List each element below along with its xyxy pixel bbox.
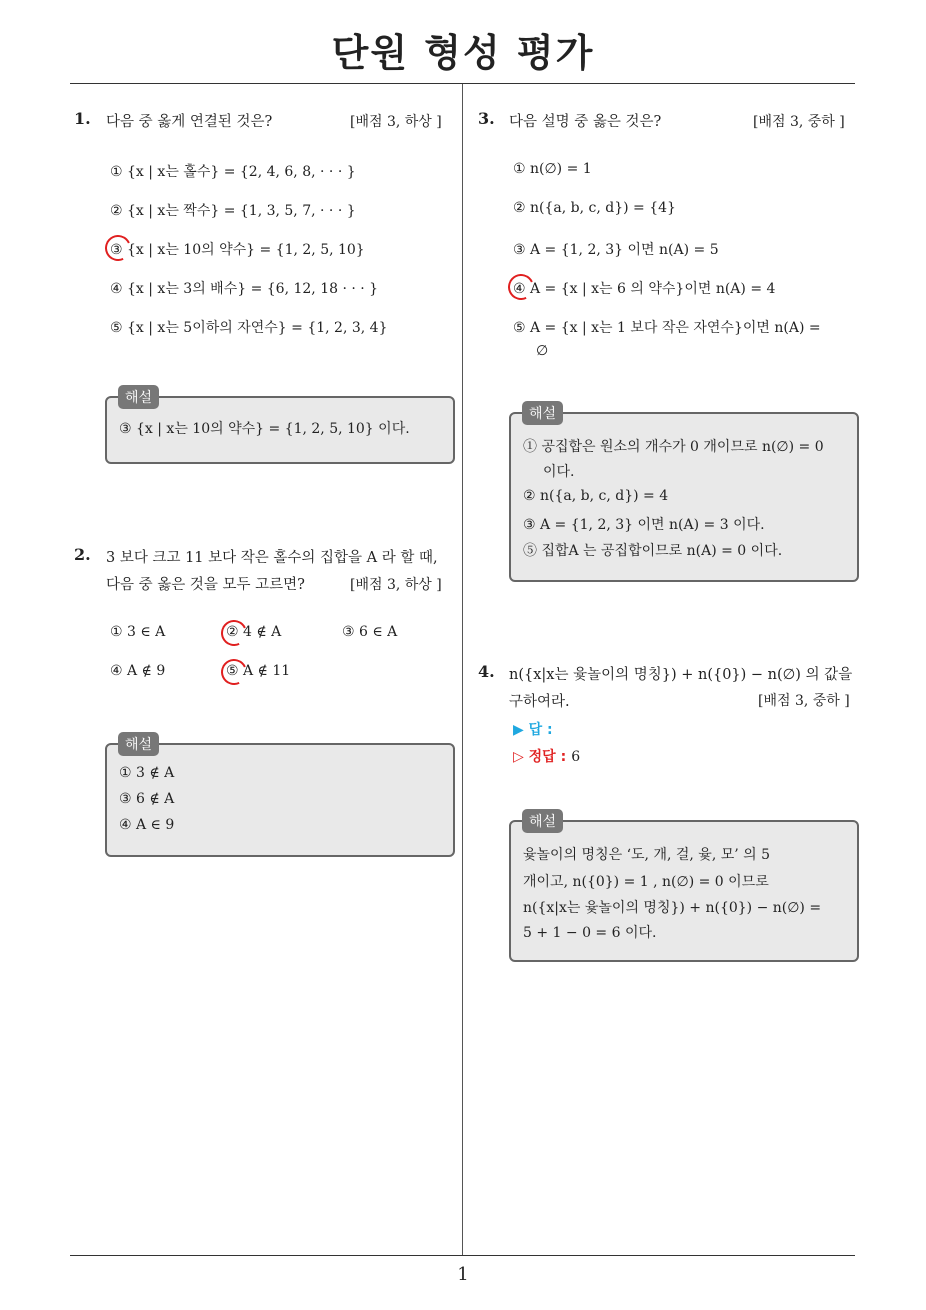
answer-circle-mark <box>504 270 537 303</box>
question-text-line-1: 3 보다 크고 11 보다 작은 홀수의 집합을 A 라 할 때, <box>106 550 438 566</box>
answer-circle-mark <box>217 655 250 688</box>
solution-line: 5 + 1 − 0 = 6 이다. <box>523 925 657 941</box>
correct-answer <box>513 746 580 766</box>
correct-answer-value: 6 <box>571 749 581 765</box>
question-text: 다음 설명 중 옳은 것은? <box>509 114 662 130</box>
answer-label: ▶ 답 : <box>513 722 553 738</box>
question-number: 4. <box>478 662 495 681</box>
solution-box <box>509 412 859 582</box>
question-number: 3. <box>478 109 495 128</box>
choice-3: ③ A = {1, 2, 3} 이면 n(A) = 5 <box>513 242 719 258</box>
solution-label: 해설 <box>118 385 159 409</box>
solution-label: 해설 <box>522 401 563 425</box>
choice-4: ④ {x | x는 3의 배수} = {6, 12, 18 · · · } <box>110 281 379 297</box>
solution-box <box>105 743 455 857</box>
question-number: 1. <box>74 109 91 128</box>
question-text: 다음 중 옳게 연결된 것은? <box>106 114 273 130</box>
question-text-line-1: n({x|x는 윷놀이의 명칭}) + n({0}) − n(∅) 의 값을 <box>509 667 853 683</box>
question-text-line-2: 다음 중 옳은 것을 모두 고르면? <box>106 577 305 593</box>
question-meta: [배점 3, 하상 ] <box>350 577 442 593</box>
solution-line: ② n({a, b, c, d}) = 4 <box>523 488 669 504</box>
choice-1: ① n(∅) = 1 <box>513 161 592 177</box>
solution-line: 개이고, n({0}) = 1 , n(∅) = 0 이므로 <box>523 874 769 890</box>
solution-line: 윷놀이의 명칭은 ‘도, 개, 걸, 윷, 모’ 의 5 <box>523 847 771 863</box>
answer-circle-mark <box>217 616 250 649</box>
question-text-line-2: 구하여라. <box>509 694 570 710</box>
solution-line: ④ A ∈ 9 <box>119 817 175 833</box>
choice-4: ④ A = {x | x는 6 의 약수}이면 n(A) = 4 <box>513 281 776 297</box>
choice-1: ① {x | x는 홀수} = {2, 4, 6, 8, · · · } <box>110 164 356 180</box>
question-meta: [배점 3, 하상 ] <box>350 114 442 130</box>
solution-line: ③ A = {1, 2, 3} 이면 n(A) = 3 이다. <box>523 517 765 533</box>
solution-line: n({x|x는 윷놀이의 명칭}) + n({0}) − n(∅) = <box>523 900 822 916</box>
choice-5: ⑤ A ∉ 11 <box>226 663 291 679</box>
solution-label: 해설 <box>118 732 159 756</box>
column-divider <box>462 84 463 1256</box>
solution-line: ① 공집합은 원소의 개수가 0 개이므로 n(∅) = 0 <box>523 439 824 455</box>
solution-label: 해설 <box>522 809 563 833</box>
page-number: 1 <box>457 1264 469 1285</box>
bottom-rule <box>70 1255 855 1256</box>
choice-1: ① 3 ∈ A <box>110 624 166 640</box>
solution-line: ① 3 ∉ A <box>119 765 175 781</box>
choice-2: ② 4 ∉ A <box>226 624 282 640</box>
correct-answer-label: ▷ 정답 : <box>513 749 567 765</box>
solution-line: ③ {x | x는 10의 약수} = {1, 2, 5, 10} 이다. <box>119 421 410 437</box>
choice-5: ⑤ A = {x | x는 1 보다 작은 자연수}이면 n(A) = <box>513 320 821 336</box>
answer-circle-mark <box>101 231 134 264</box>
solution-line: ③ 6 ∉ A <box>119 791 175 807</box>
choice-3: ③ 6 ∈ A <box>342 624 398 640</box>
question-number: 2. <box>74 545 91 564</box>
choice-4: ④ A ∉ 9 <box>110 663 166 679</box>
choice-3: ③ {x | x는 10의 약수} = {1, 2, 5, 10} <box>110 242 365 258</box>
choice-5-continued: ∅ <box>536 343 549 359</box>
question-meta: [배점 3, 중하 ] <box>753 114 845 130</box>
page-title: 단원 형성 평가 <box>331 31 595 75</box>
choice-5: ⑤ {x | x는 5이하의 자연수} = {1, 2, 3, 4} <box>110 320 388 336</box>
solution-box <box>509 820 859 962</box>
choice-2: ② n({a, b, c, d}) = {4} <box>513 200 676 216</box>
solution-line: 이다. <box>543 464 575 480</box>
choice-2: ② {x | x는 짝수} = {1, 3, 5, 7, · · · } <box>110 203 356 219</box>
question-meta: [배점 3, 중하 ] <box>758 693 850 709</box>
solution-line: ⑤ 집합A 는 공집합이므로 n(A) = 0 이다. <box>523 543 783 559</box>
